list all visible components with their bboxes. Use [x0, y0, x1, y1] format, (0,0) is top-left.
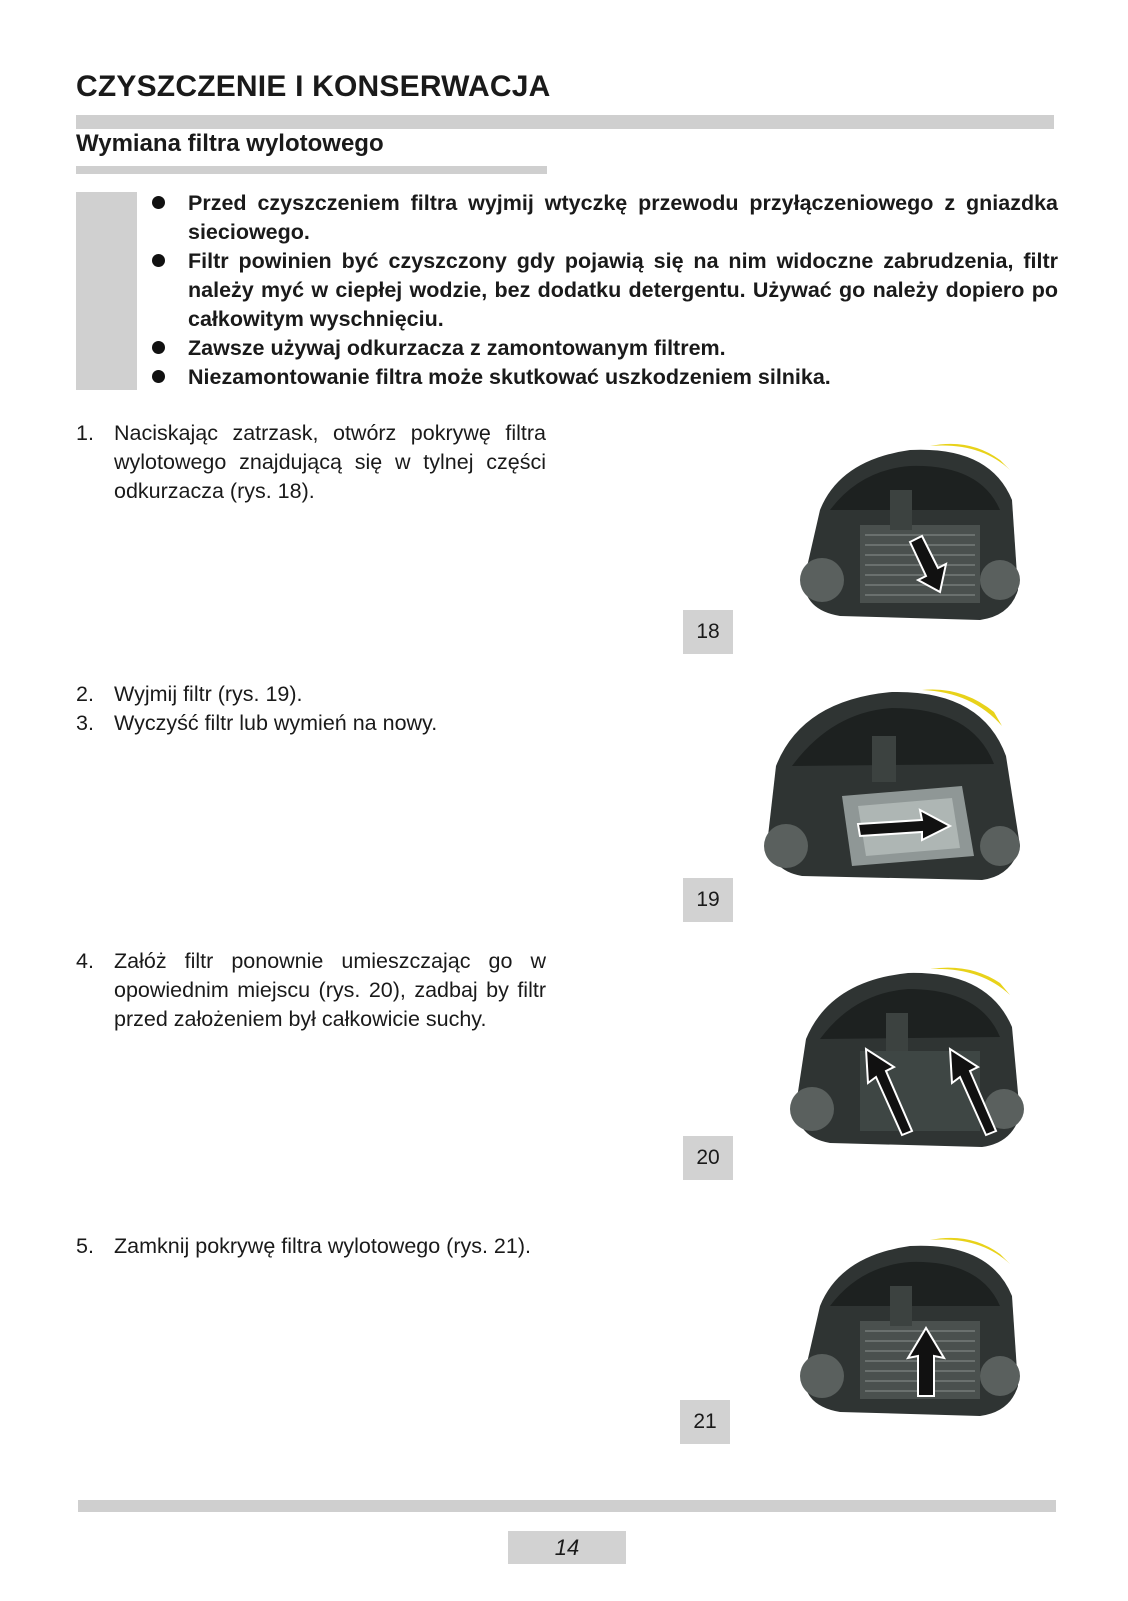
- step-item: [76, 1232, 546, 1261]
- note-text: Przed czyszczeniem filtra wyjmij wtyczkę przewodu przyłączeniowego z gniazdka sieciowego.: [188, 191, 1058, 244]
- vacuum-figure-18-image: [800, 440, 1020, 626]
- title-divider: [76, 115, 1054, 129]
- footer-divider: [78, 1500, 1056, 1512]
- bullet-icon: [152, 254, 165, 267]
- step-number: 4.: [76, 949, 94, 973]
- warning-notes-list: [152, 189, 1058, 392]
- step-item: [76, 680, 546, 709]
- step-text: Naciskając zatrzask, otwórz pokrywę filtra wylotowego znajdującą się w tylnej części odkurzacza (rys. 18).: [114, 421, 546, 503]
- step-item: [76, 947, 546, 1034]
- step-number: 2.: [76, 682, 94, 706]
- step-number: 3.: [76, 711, 94, 735]
- step-text: Załóż filtr ponownie umieszczając go w opowiednim miejscu (rys. 20), zadbaj by filtr przed założeniem był całkowicie suchy.: [114, 949, 546, 1031]
- page-number: 14: [508, 1531, 626, 1564]
- note-item: [152, 247, 1058, 334]
- bullet-icon: [152, 341, 165, 354]
- note-text: Niezamontowanie filtra może skutkować uszkodzeniem silnika.: [188, 365, 831, 389]
- note-sidebar: [76, 192, 137, 390]
- step-text: Zamknij pokrywę filtra wylotowego (rys. 21).: [114, 1234, 531, 1258]
- step-number: 5.: [76, 1234, 94, 1258]
- step-item: [76, 709, 546, 738]
- step-number: 1.: [76, 421, 94, 445]
- step-text: Wyczyść filtr lub wymień na nowy.: [114, 711, 438, 735]
- figure-label-19: 19: [683, 878, 733, 922]
- vacuum-figure-19-image: [762, 686, 1024, 884]
- note-text: Filtr powinien być czyszczony gdy pojawią się na nim widoczne zabrudzenia, filtr należy myć w ciepłej wodzie, bez dodatku detergentu. Używać go należy dopiero po całkowitym wyschnięciu.: [188, 249, 1058, 331]
- step-text: Wyjmij filtr (rys. 19).: [114, 682, 303, 706]
- vacuum-figure-21-image: [800, 1234, 1022, 1424]
- vacuum-figure-20-image: [790, 965, 1026, 1153]
- bullet-icon: [152, 370, 165, 383]
- note-item: [152, 189, 1058, 247]
- note-item: [152, 363, 1058, 392]
- page-title: CZYSZCZENIE I KONSERWACJA: [76, 70, 551, 103]
- section-title: Wymiana filtra wylotowego: [76, 130, 384, 157]
- note-item: [152, 334, 1058, 363]
- note-text: Zawsze używaj odkurzacza z zamontowanym filtrem.: [188, 336, 726, 360]
- step-item: [76, 419, 546, 506]
- section-divider: [76, 166, 547, 174]
- figure-label-18: 18: [683, 610, 733, 654]
- bullet-icon: [152, 196, 165, 209]
- figure-label-21: 21: [680, 1400, 730, 1444]
- figure-label-20: 20: [683, 1136, 733, 1180]
